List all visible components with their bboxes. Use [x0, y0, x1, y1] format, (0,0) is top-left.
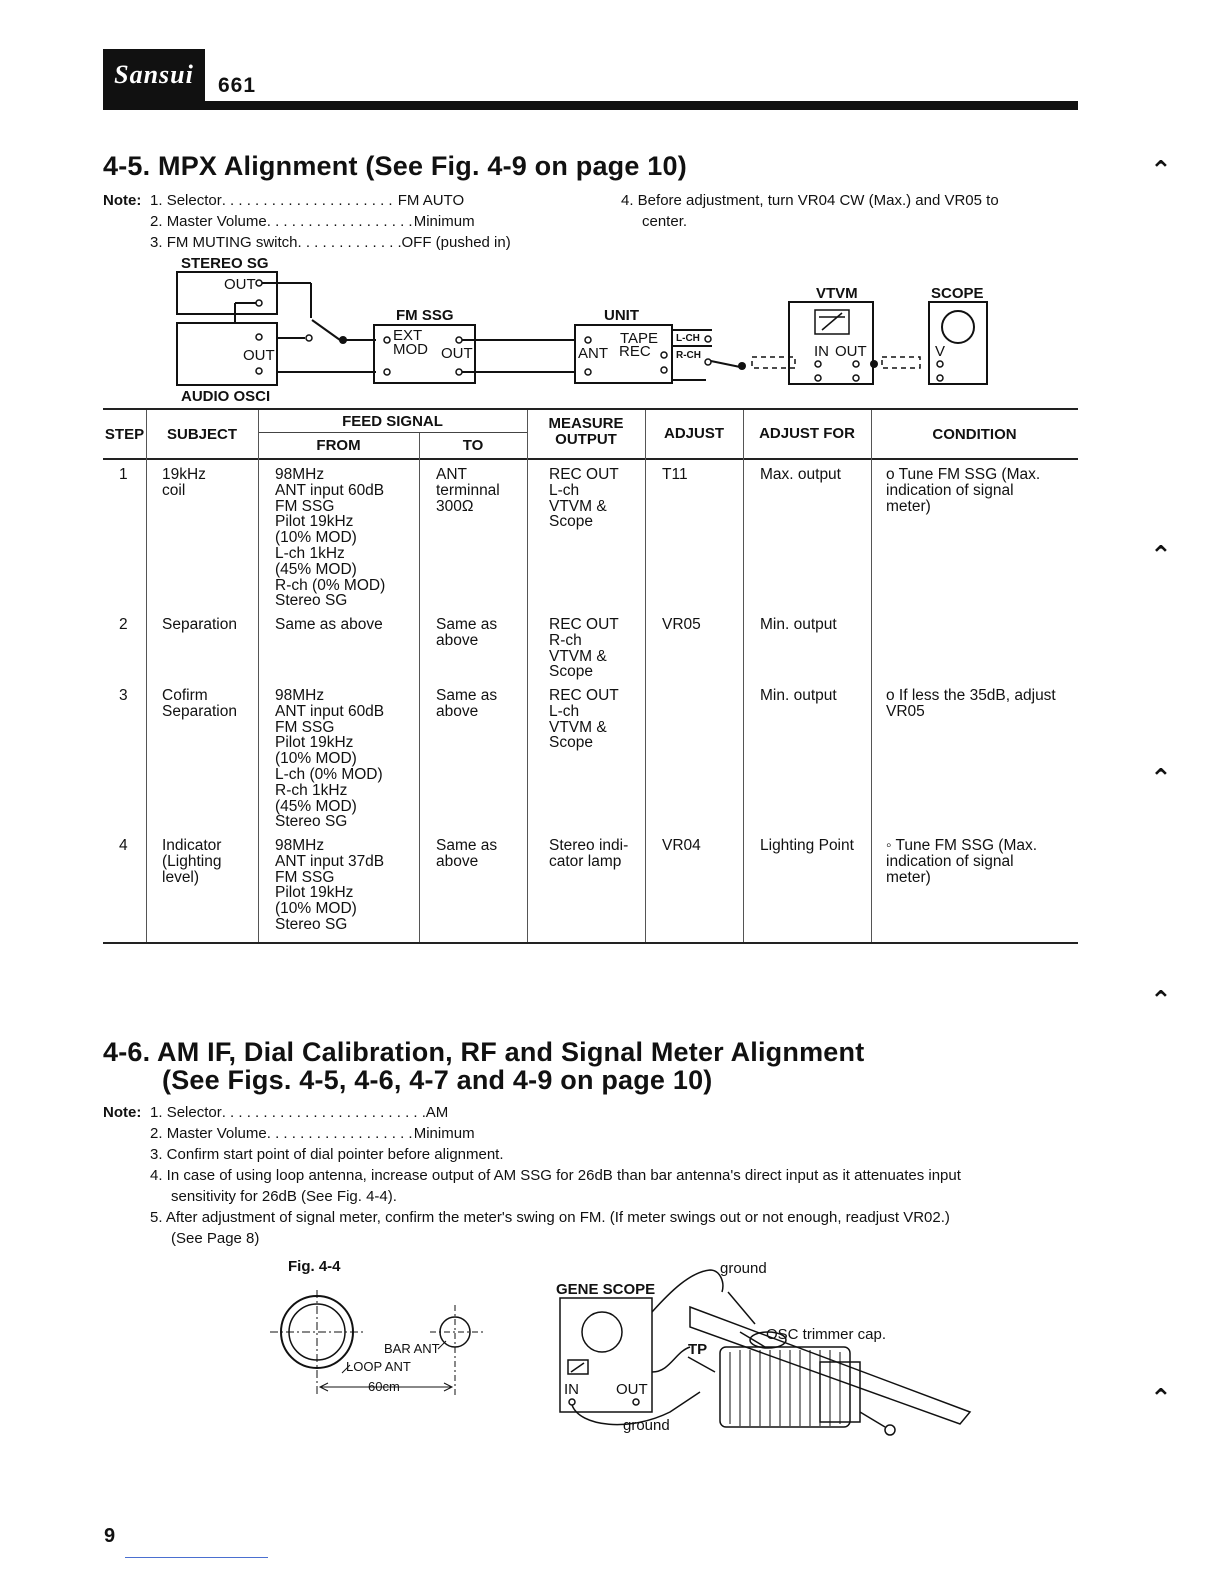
note-text: Selector — [166, 1104, 222, 1121]
header-subject: SUBJECT — [166, 426, 237, 443]
cell-from: 98MHz ANT input 37dB FM SSG Pilot 19kHz (10% MOD) Stereo SG — [275, 837, 385, 933]
label-tp: TP — [688, 1341, 708, 1358]
label-scope: SCOPE — [931, 285, 984, 302]
footer-rule — [125, 1557, 268, 1558]
note-value: FM AUTO — [397, 192, 465, 209]
cell-subject: Separation — [162, 616, 237, 633]
model-number: 661 — [218, 74, 257, 97]
note-item: (See Page 8) — [171, 1230, 260, 1247]
note-value: Minimum — [413, 213, 475, 230]
label-stereo-sg: STEREO SG — [181, 255, 269, 272]
cell-adjust-for: Min. output — [760, 687, 837, 704]
note-item — [150, 1125, 475, 1142]
header-to: TO — [462, 437, 484, 454]
mpx-connection-diagram — [0, 0, 1224, 410]
feed-signal-rule — [258, 432, 527, 433]
note-num: 2. — [150, 1125, 163, 1142]
label-mod: MOD — [393, 341, 428, 358]
cell-from: Same as above — [275, 616, 383, 633]
section-title-am: 4-6. AM IF, Dial Calibration, RF and Signal Meter Alignment — [103, 1037, 865, 1067]
leader-dots — [267, 1125, 414, 1142]
label-l-ch: L-CH — [676, 333, 700, 344]
cell-to: Same as above — [436, 837, 498, 870]
section-title-am-sub: (See Figs. 4-5, 4-6, 4-7 and 4-9 on page 10) — [162, 1065, 713, 1095]
binder-mark: ⌃ — [1150, 155, 1172, 185]
cell-subject: Indicator (Lighting level) — [162, 837, 222, 886]
note-item — [150, 1104, 448, 1121]
binder-mark: ⌃ — [1150, 1383, 1172, 1413]
cell-adjust: VR05 — [662, 616, 701, 633]
header-from: FROM — [316, 437, 361, 454]
cell-adjust-for: Max. output — [760, 466, 841, 483]
label-r-ch: R-CH — [676, 350, 701, 361]
cell-measure: REC OUT L-ch VTVM & Scope — [549, 687, 619, 752]
osc-trimmer-figure — [540, 1252, 1000, 1452]
header-feed-signal: FEED SIGNAL — [342, 413, 443, 430]
label-audio-osci: AUDIO OSCI — [181, 388, 271, 405]
label-vtvm-in: IN — [814, 343, 829, 360]
col-divider — [258, 410, 259, 942]
note-value: AM — [425, 1104, 449, 1121]
cell-condition: ◦ Tune FM SSG (Max. indication of signal meter) — [886, 837, 1038, 886]
leader-dots — [222, 1104, 426, 1121]
cell-adjust: T11 — [662, 466, 688, 483]
note-num: 1. — [150, 192, 163, 209]
note-text: FM MUTING switch — [166, 234, 298, 251]
note-num: 2. — [150, 213, 163, 230]
cell-condition: o If less the 35dB, adjust VR05 — [886, 687, 1056, 720]
note-label: Note: — [103, 1104, 142, 1121]
label-ext: EXT — [393, 327, 423, 344]
label-ant: ANT — [578, 345, 608, 362]
header-adjust-for: ADJUST FOR — [759, 425, 855, 442]
label-osc-trimmer: OSC trimmer cap. — [766, 1326, 887, 1343]
cell-to: Same as above — [436, 616, 498, 649]
cell-from: 98MHz ANT input 60dB FM SSG Pilot 19kHz (10% MOD) L-ch (0% MOD) R-ch 1kHz (45% MOD) Stereo SG — [275, 687, 385, 831]
label-unit: UNIT — [604, 307, 639, 324]
label-tape: TAPE — [620, 330, 659, 347]
label-ssg-out: OUT — [441, 345, 473, 362]
note-value: Minimum — [413, 1125, 475, 1142]
note-text: Selector — [166, 192, 222, 209]
col-divider — [527, 410, 528, 942]
note-item: sensitivity for 26dB (See Fig. 4-4). — [171, 1188, 397, 1205]
label-rec: REC — [619, 343, 651, 360]
label-vtvm: VTVM — [816, 285, 858, 302]
col-divider — [871, 410, 872, 942]
cell-measure: REC OUT L-ch VTVM & Scope — [549, 466, 619, 531]
cell-subject: Cofirm Separation — [162, 687, 237, 720]
cell-to: Same as above — [436, 687, 498, 720]
note-item: 3. Confirm start point of dial pointer before alignment. — [150, 1146, 504, 1163]
label-out-top: OUT — [224, 276, 256, 293]
cell-adjust-for: Lighting Point — [760, 837, 854, 854]
header-adjust: ADJUST — [663, 425, 724, 442]
header-condition: CONDITION — [932, 426, 1017, 443]
col-divider — [146, 410, 147, 942]
note-text: Master Volume — [166, 213, 267, 230]
table-top-rule — [103, 408, 1078, 410]
label-fm-ssg: FM SSG — [396, 307, 454, 324]
note-item: 5. After adjustment of signal meter, confirm the meter's swing on FM. (If meter swings out or not enough, readjust VR02.) — [150, 1209, 950, 1226]
label-gene-scope: GENE SCOPE — [556, 1281, 656, 1298]
table-bottom-rule — [103, 942, 1078, 944]
cell-step: 3 — [119, 687, 128, 704]
label-loop-ant: LOOP ANT — [346, 1359, 411, 1374]
note-4-line2: center. — [642, 213, 688, 230]
label-out-side: OUT — [243, 347, 275, 364]
header-step: STEP — [104, 426, 145, 443]
brand-logo: Sansui — [103, 49, 205, 101]
label-bar-ant: BAR ANT — [384, 1341, 440, 1356]
binder-mark: ⌃ — [1150, 985, 1172, 1015]
header-measure-output: MEASURE OUTPUT — [548, 415, 624, 448]
label-out: OUT — [616, 1381, 648, 1398]
note-text: Master Volume — [166, 1125, 267, 1142]
cell-step: 4 — [119, 837, 128, 854]
note-item: 4. In case of using loop antenna, increase output of AM SSG for 26dB than bar antenna's direct input as it attenuates input — [150, 1167, 961, 1184]
label-scope-v: V — [935, 343, 946, 360]
cell-condition: o Tune FM SSG (Max. indication of signal meter) — [886, 466, 1041, 515]
page-number: 9 — [104, 1525, 116, 1547]
col-divider — [419, 433, 420, 942]
cell-measure: Stereo indi- cator lamp — [549, 837, 629, 870]
fig-4-4-caption: Fig. 4-4 — [288, 1258, 341, 1275]
section-title-mpx: 4-5. MPX Alignment (See Fig. 4-9 on page 10) — [103, 151, 687, 181]
note-num: 1. — [150, 1104, 163, 1121]
cell-step: 1 — [119, 466, 128, 483]
table-header-rule — [103, 458, 1078, 460]
note-label: Note: — [103, 192, 142, 209]
cell-to: ANT terminnal 300Ω — [436, 466, 500, 515]
cell-measure: REC OUT R-ch VTVM & Scope — [549, 616, 619, 681]
label-in: IN — [564, 1381, 579, 1398]
cell-step: 2 — [119, 616, 128, 633]
cell-from: 98MHz ANT input 60dB FM SSG Pilot 19kHz (10% MOD) L-ch 1kHz (45% MOD) R-ch (0% MOD) Stereo SG — [275, 466, 386, 610]
label-60cm: 60cm — [368, 1379, 400, 1394]
label-ground-bottom: ground — [623, 1417, 670, 1434]
cell-subject: 19kHz coil — [162, 466, 206, 499]
label-ground-top: ground — [720, 1260, 767, 1277]
cell-adjust: VR04 — [662, 837, 701, 854]
col-divider — [743, 410, 744, 942]
fig-4-4-diagram — [260, 1285, 520, 1405]
col-divider — [645, 410, 646, 942]
binder-mark: ⌃ — [1150, 540, 1172, 570]
note-4-line1: 4. Before adjustment, turn VR04 CW (Max.) and VR05 to — [621, 192, 999, 209]
binder-mark: ⌃ — [1150, 763, 1172, 793]
note-num: 3. — [150, 234, 163, 251]
label-vtvm-out: OUT — [835, 343, 867, 360]
note-value: OFF (pushed in) — [401, 234, 511, 251]
cell-adjust-for: Min. output — [760, 616, 837, 633]
